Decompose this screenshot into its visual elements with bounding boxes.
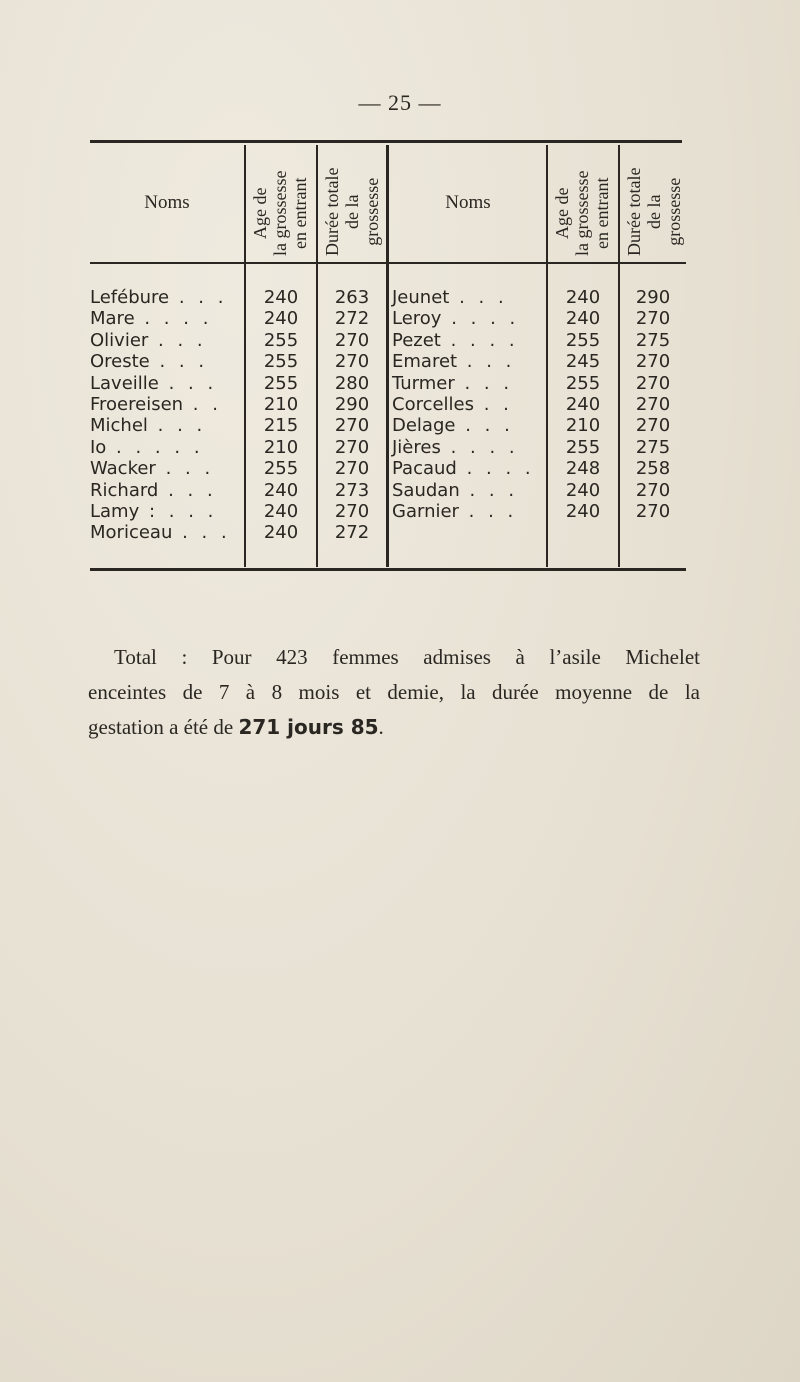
table-cell-duree: 275: [635, 329, 671, 351]
row-leader-dots: . .: [183, 394, 222, 416]
table-cell-duree: 290: [334, 394, 370, 416]
row-leader-dots: . . .: [149, 351, 209, 373]
total-line-2: enceintes de 7 à 8 mois et demie, la durée moyenne de la: [88, 680, 700, 704]
table-row-name: [392, 458, 544, 479]
left-age-column: [248, 287, 314, 544]
table-top-rule: [90, 140, 682, 143]
table-cell-duree: 270: [635, 372, 671, 394]
row-leader-dots: . . . .: [440, 436, 519, 458]
total-line-1: Total : Pour 423 femmes admises à l’asile Michelet: [114, 645, 700, 669]
table-row-name: [392, 415, 544, 436]
table-row-name: [90, 458, 242, 479]
table-cell-age: 240: [565, 501, 601, 523]
table-cell-age: 240: [565, 394, 601, 416]
table-row-name: [90, 501, 242, 522]
table-row-name: [90, 330, 242, 351]
row-leader-dots: . . . .: [441, 308, 520, 330]
table-cell-duree: 273: [334, 479, 370, 501]
row-name-text: Olivier: [90, 329, 149, 351]
row-name-text: Saudan: [392, 479, 460, 501]
table-cell-duree: 270: [334, 329, 370, 351]
row-leader-dots: . . .: [147, 415, 207, 437]
row-leader-dots: . . .: [458, 501, 518, 523]
table-cell-duree: 290: [635, 287, 671, 308]
table-cell-age: 240: [263, 308, 299, 330]
column-divider-right-age: [546, 145, 548, 567]
table-cell-duree: 270: [635, 415, 671, 437]
table-row-name: [392, 437, 544, 458]
right-duree-column: [622, 287, 684, 522]
total-line-3-prefix: gestation a été de: [88, 715, 239, 739]
table-cell-duree: 272: [334, 522, 370, 544]
right-age-column: [550, 287, 616, 522]
row-name-text: Moriceau: [90, 522, 173, 544]
row-leader-dots: . . .: [457, 351, 516, 373]
table-row-name: [392, 394, 544, 415]
row-name-text: Delage: [392, 415, 456, 437]
table-row-name: [392, 330, 544, 351]
row-name-text: Oreste: [90, 351, 150, 373]
table-row-name: [392, 373, 544, 394]
row-name-text: Jeunet: [392, 287, 450, 308]
row-name-text: Pezet: [392, 329, 441, 351]
table-cell-duree: 275: [635, 436, 671, 458]
left-names-column: [90, 287, 242, 544]
header-noms-right: Noms: [445, 192, 491, 213]
table-cell-age: 255: [263, 329, 299, 351]
table-cell-duree: 272: [334, 308, 370, 330]
row-name-text: Mare: [90, 308, 135, 330]
total-line-3: [88, 715, 384, 739]
row-name-text: Jières: [392, 436, 441, 458]
table-row-name: [90, 415, 242, 436]
table-row-name: [90, 287, 242, 308]
row-name-text: Wacker: [90, 458, 156, 480]
table-cell-duree: 258: [635, 458, 671, 480]
table-row-name: [90, 394, 242, 415]
table-cell-age: 255: [565, 329, 601, 351]
table-cell-age: 240: [263, 501, 299, 523]
row-name-text: Richard: [90, 479, 159, 501]
table-cell-age: 210: [263, 436, 299, 458]
table-cell-duree: 270: [334, 501, 370, 523]
table-cell-age: 248: [565, 458, 601, 480]
table-cell-duree: 270: [334, 458, 370, 480]
table-cell-age: 240: [565, 287, 601, 308]
row-leader-dots: : . . .: [139, 501, 218, 523]
table-row-name: [90, 522, 242, 543]
row-leader-dots: . . .: [158, 479, 217, 501]
table-cell-age: 210: [263, 394, 299, 416]
row-leader-dots: . . .: [158, 372, 218, 394]
table-row-name: [90, 308, 242, 329]
left-duree-column: [320, 287, 384, 544]
row-name-text: Lamy: [90, 501, 140, 523]
table-cell-age: 255: [263, 458, 299, 480]
table-cell-duree: 263: [334, 287, 370, 308]
row-name-text: Leroy: [392, 308, 442, 330]
table-cell-age: 255: [565, 436, 601, 458]
table-cell-duree: 270: [635, 479, 671, 501]
column-divider-center: [386, 145, 389, 567]
row-name-text: Michel: [90, 415, 148, 437]
row-name-text: Corcelles: [392, 394, 475, 416]
column-divider-left-duree: [316, 145, 318, 567]
table-cell-duree: 270: [334, 415, 370, 437]
table-cell-age: 215: [263, 415, 299, 437]
column-divider-left-age: [244, 145, 246, 567]
total-line-3-suffix: .: [378, 715, 384, 739]
row-leader-dots: . . . .: [134, 308, 213, 330]
row-leader-dots: . . . .: [456, 458, 535, 480]
table-cell-age: 240: [263, 287, 299, 308]
row-leader-dots: . . .: [169, 287, 228, 308]
row-name-text: Laveille: [90, 372, 159, 394]
table-row-name: [392, 308, 544, 329]
row-leader-dots: . . .: [148, 329, 207, 351]
row-leader-dots: . . . . .: [106, 436, 204, 458]
total-paragraph: [88, 640, 700, 745]
table-cell-duree: 280: [334, 372, 370, 394]
page-number: — 25 —: [358, 90, 442, 115]
table-cell-duree: 270: [635, 501, 671, 523]
table-cell-age: 255: [263, 351, 299, 373]
table-cell-age: 240: [565, 479, 601, 501]
table-cell-age: 255: [565, 372, 601, 394]
row-name-text: Froereisen: [90, 394, 184, 416]
table-cell-duree: 270: [635, 394, 671, 416]
row-name-text: Lefébure: [90, 287, 170, 308]
row-name-text: Io: [90, 436, 107, 458]
table-cell-age: 240: [263, 479, 299, 501]
row-name-text: Emaret: [392, 351, 458, 373]
table-row-name: [90, 480, 242, 501]
row-leader-dots: . . .: [455, 415, 514, 437]
row-leader-dots: . . .: [459, 479, 519, 501]
row-leader-dots: . . .: [454, 372, 514, 394]
table-cell-duree: 270: [334, 351, 370, 373]
row-name-text: Turmer: [392, 372, 455, 394]
table-row-name: [90, 373, 242, 394]
table-row-name: [392, 351, 544, 372]
total-average-value: 271 jours 85: [238, 715, 379, 739]
table-row-name: [392, 287, 544, 308]
table-row-name: [90, 437, 242, 458]
row-name-text: Garnier: [392, 501, 459, 523]
table-cell-duree: 270: [334, 436, 370, 458]
table-row-name: [392, 480, 544, 501]
table-cell-age: 255: [263, 372, 299, 394]
row-leader-dots: . . . .: [440, 329, 519, 351]
row-name-text: Pacaud: [392, 458, 457, 480]
table-cell-age: 240: [263, 522, 299, 544]
row-leader-dots: . . .: [172, 522, 231, 544]
table-cell-age: 210: [565, 415, 601, 437]
table-cell-duree: 270: [635, 351, 671, 373]
table-row-name: [392, 501, 544, 522]
header-noms-left: Noms: [144, 192, 190, 213]
table-cell-age: 240: [565, 308, 601, 330]
right-names-column: [392, 287, 544, 522]
column-divider-right-duree: [618, 145, 620, 567]
table-cell-age: 245: [565, 351, 601, 373]
row-leader-dots: . . .: [449, 287, 508, 308]
row-leader-dots: . .: [474, 394, 513, 416]
table-cell-duree: 270: [635, 308, 671, 330]
table-row-name: [90, 351, 242, 372]
row-leader-dots: . . .: [155, 458, 215, 480]
table-bottom-rule: [90, 568, 686, 571]
